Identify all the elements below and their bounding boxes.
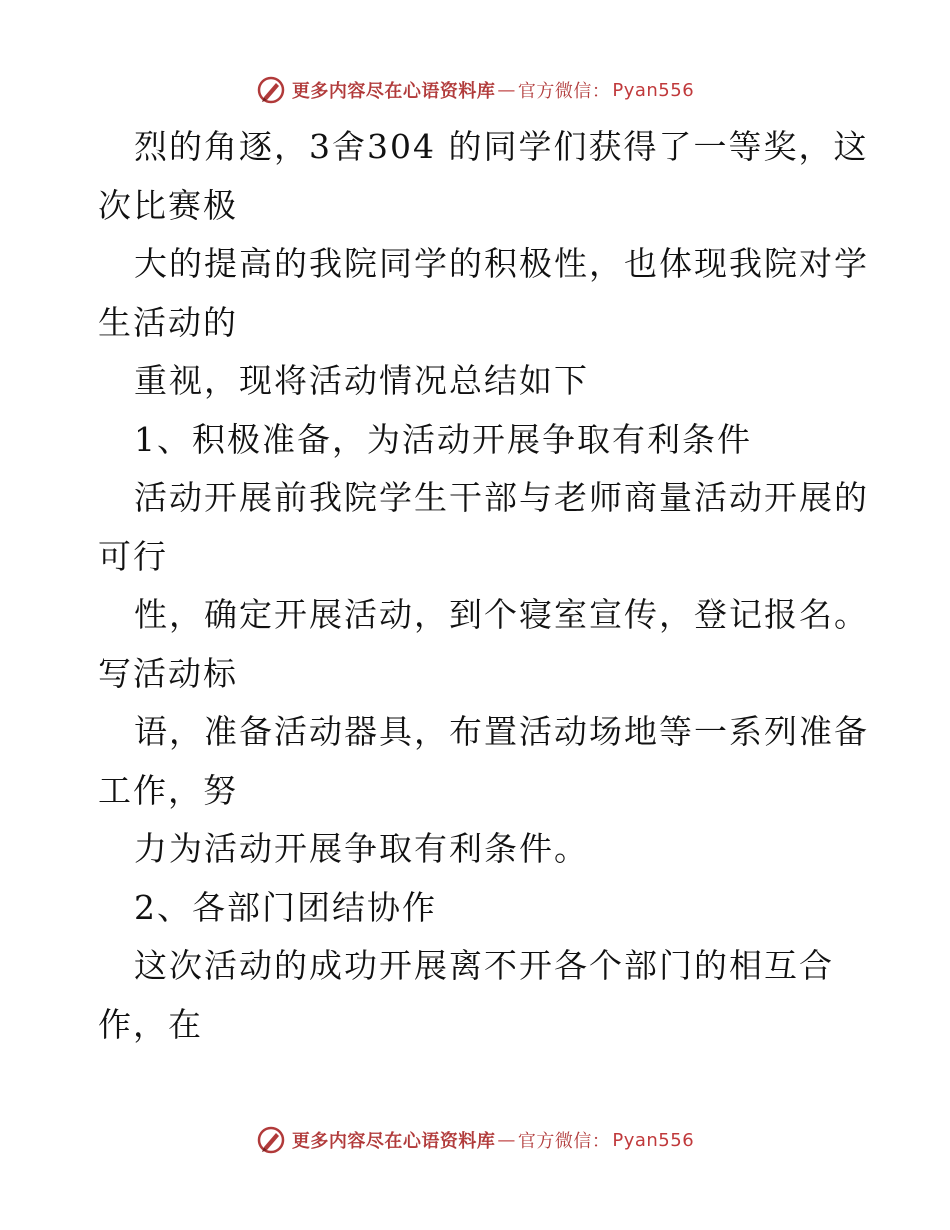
text-line: 可行 — [98, 536, 168, 576]
watermark-title: 更多内容尽在心语资料库 — [291, 81, 496, 102]
text-line: 生活动的 — [98, 302, 238, 342]
text-line: 这次活动的成功开展离不开各个部门的相互合 — [134, 946, 834, 985]
text-line: 重视，现将活动情况总结如下 — [134, 361, 589, 400]
section-heading: 1、积极准备，为活动开展争取有利条件 — [134, 419, 752, 459]
text-line: 性，确定开展活动，到个寝室宣传，登记报名。 — [134, 595, 869, 634]
section-heading: 2、各部门团结协作 — [134, 887, 437, 927]
pen-logo-icon — [256, 1125, 286, 1155]
watermark-label: 官方微信： — [517, 1131, 611, 1152]
pen-logo-icon — [256, 75, 286, 105]
text-line: 工作，努 — [98, 770, 238, 810]
document-body — [98, 118, 869, 1054]
text-line: 大的提高的我院同学的积极性，也体现我院对学 — [134, 244, 869, 283]
watermark-wechat-id: Pyan556 — [612, 1129, 695, 1151]
watermark-wechat-id: Pyan556 — [612, 79, 695, 101]
text-line: 作，在 — [98, 1004, 203, 1044]
footer-watermark — [0, 1120, 950, 1160]
watermark-dash: — — [497, 79, 516, 101]
text-line: 语，准备活动器具，布置活动场地等一系列准备 — [134, 712, 869, 751]
watermark-dash: — — [497, 1129, 516, 1151]
text-line: 活动开展前我院学生干部与老师商量活动开展的 — [134, 478, 869, 517]
text-line: 烈的角逐，3舍304 的同学们获得了一等奖，这 — [134, 127, 869, 166]
text-line: 次比赛极 — [98, 185, 238, 225]
text-line: 写活动标 — [98, 653, 238, 693]
text-line: 力为活动开展争取有利条件。 — [134, 829, 589, 868]
watermark-title: 更多内容尽在心语资料库 — [291, 1131, 496, 1152]
header-watermark — [0, 70, 950, 110]
watermark-label: 官方微信： — [517, 81, 611, 102]
